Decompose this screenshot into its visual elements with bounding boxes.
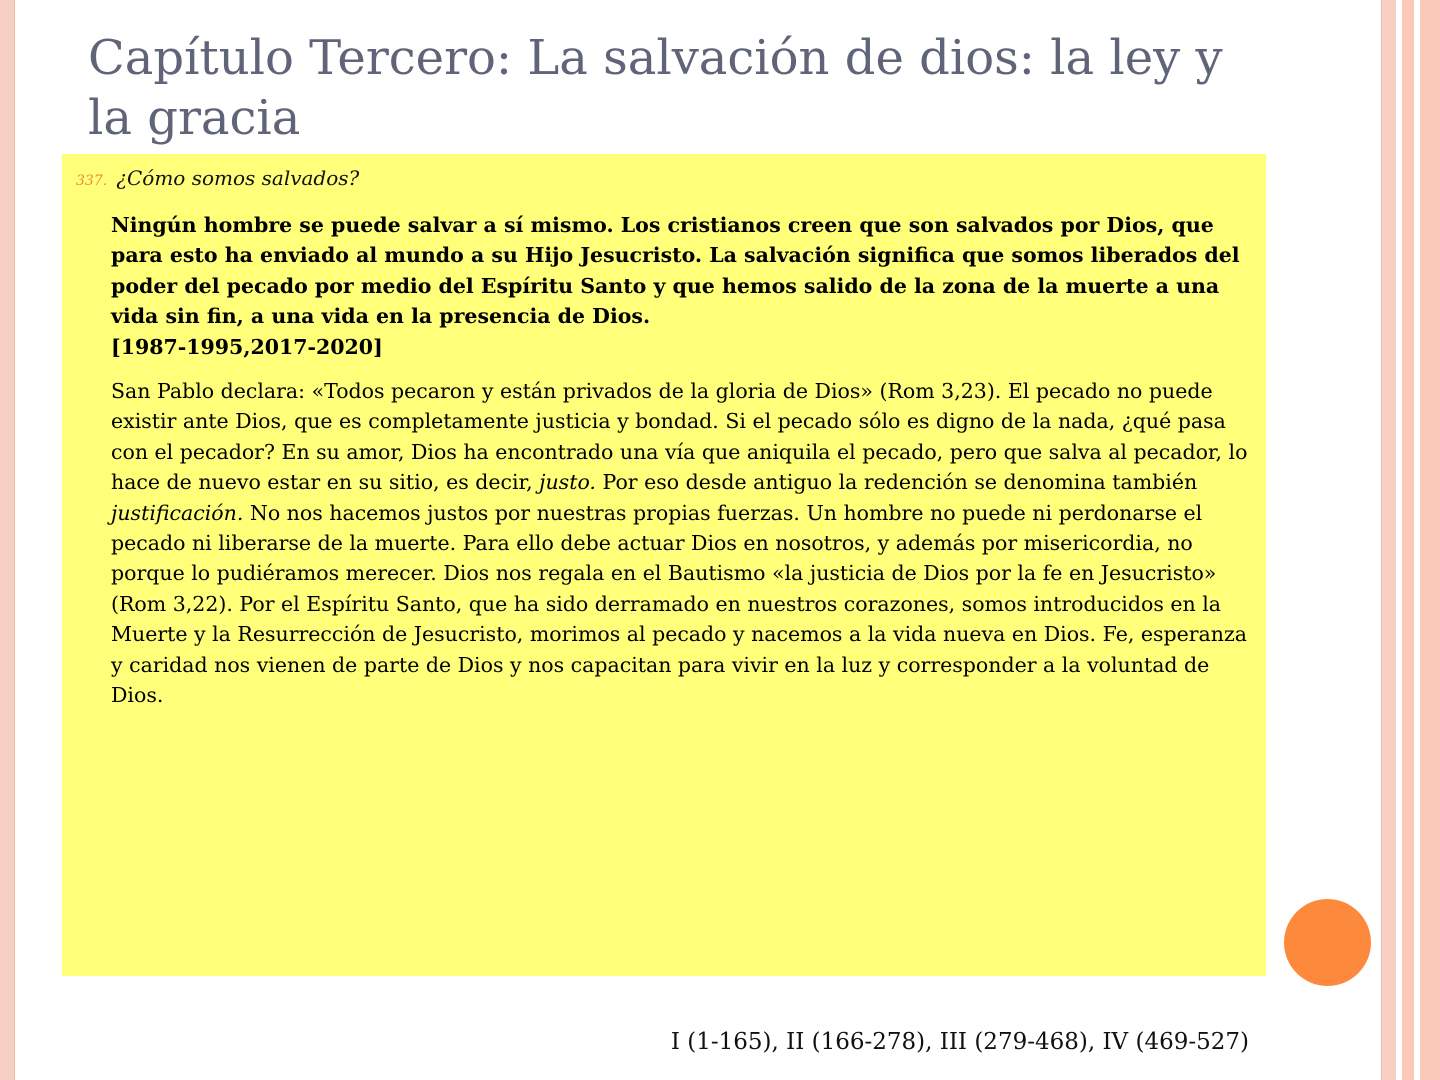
question-row — [76, 166, 359, 190]
right-frame-gap — [1414, 0, 1420, 1080]
commentary-text-part3: No nos hacemos justos por nuestras propias fuerzas. Un hombre no puede ni perdonarse el pecado ni liberarse de la muerte. Para ello debe actuar Dios en nosotros, y además por misericordia, no porque lo pudiéramos merecer. Dios nos regala en el Bautismo «la justicia de Dios por la fe en Jesucristo» (Rom 3,22). Por el Espíritu Santo, que ha sido derramado en nuestros corazones, somos introducidos en la Muerte y la Resurrección de Jesucristo, morimos al pecado y nacemos a la vida nueva en Dios. Fe, esperanza y caridad nos vienen de parte de Dios y nos capacitan para vivir en la luz y corresponder a la voluntad de Dios. — [111, 500, 1248, 708]
commentary-paragraph — [111, 376, 1251, 710]
answer-reference: [1987-1995,2017-2020] — [111, 334, 383, 359]
question-number: 337. — [76, 173, 108, 189]
left-frame-border — [0, 0, 15, 1080]
right-frame-stripe-outer — [1420, 0, 1440, 1080]
slide-title: Capítulo Tercero: La salvación de dios: la ley y la gracia — [88, 30, 1223, 146]
footer-section-index: I (1-165), II (166-278), III (279-468), IV (469-527) — [670, 1029, 1249, 1055]
catechism-entry-box — [62, 154, 1266, 976]
commentary-text-part2: Por eso desde antiguo la redención se denomina también — [602, 470, 1198, 495]
answer-text: Ningún hombre se puede salvar a sí mismo. Los cristianos creen que son salvados por Dios, que para esto ha enviado al mundo a su Hijo Jesucristo. La salvación significa que somos liberados del poder del pecado por medio del Espíritu Santo y que hemos salido de la zona de la muerte a una vida sin fin, a una vida en la presencia de Dios. — [111, 213, 1240, 329]
right-frame-gap — [1396, 0, 1402, 1080]
commentary-text-part1: San Pablo declara: «Todos pecaron y están privados de la gloria de Dios» (Rom 3,23). El pecado no puede existir ante Dios, que es completamente justicia y bondad. Si el pecado sólo es digno de la nada, ¿qué pasa con el pecador? En su amor, Dios ha encontrado una vía que aniquila el pecado, pero que salva al pecador, lo hace de nuevo estar en su sitio, es decir, — [111, 379, 1248, 495]
decorative-orange-circle — [1284, 899, 1371, 986]
answer-paragraph — [111, 210, 1251, 362]
commentary-emphasis-justificacion: justificación. — [111, 500, 244, 525]
commentary-emphasis-justo: justo. — [539, 470, 596, 495]
right-frame-stripe-inner — [1381, 0, 1396, 1080]
right-frame-stripe-middle — [1402, 0, 1414, 1080]
question-text: ¿Cómo somos salvados? — [116, 166, 360, 190]
